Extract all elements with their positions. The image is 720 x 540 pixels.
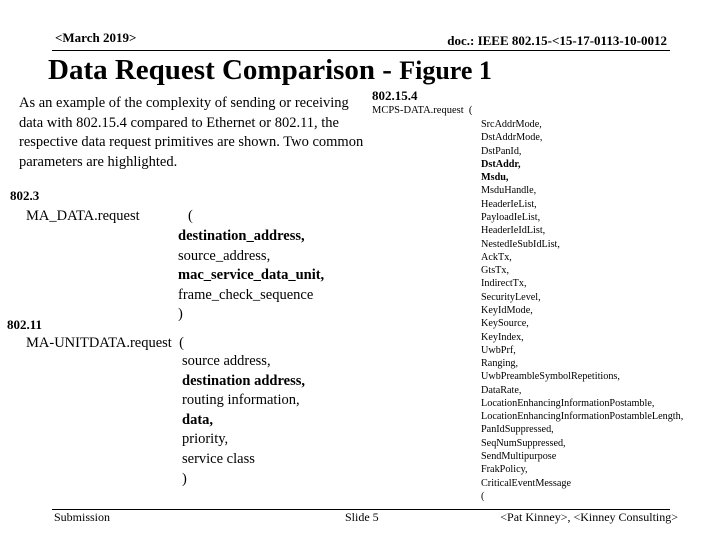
footer-submission: Submission	[54, 510, 111, 524]
param-802-15-4: IndirectTx,	[481, 278, 527, 290]
param-802-15-4: HeaderIeIdList,	[481, 225, 546, 237]
param-list-802-15-4	[481, 118, 683, 503]
param-list-802-3	[178, 227, 324, 325]
title-main: Data Request Comparison -	[48, 54, 400, 86]
footer-author: <Pat Kinney>, <Kinney Consulting>	[500, 510, 678, 524]
param-802-15-4: FrakPolicy,	[481, 464, 528, 476]
param-802-15-4: CriticalEventMessage	[481, 477, 571, 489]
param-802-15-4: KeyIdMode,	[481, 304, 533, 316]
param-802-15-4: AckTx,	[481, 251, 512, 263]
param-802-11: service class	[182, 450, 255, 467]
param-802-15-4: Ranging,	[481, 358, 519, 370]
param-802-15-4: NestedIeSubIdList,	[481, 238, 560, 250]
primitive-802-15-4: MCPS-DATA.request (	[372, 105, 473, 116]
param-802-15-4: UwbPreambleSymbolRepetitions,	[481, 371, 620, 383]
param-802-11: priority,	[182, 431, 229, 448]
param-802-15-4: GtsTx,	[481, 265, 510, 277]
param-802-3: )	[178, 306, 183, 323]
header-doc-id: doc.: IEEE 802.15-<15-17-0113-10-0012	[447, 33, 667, 48]
intro-paragraph: As an example of the complexity of sending or receiving data with 802.15.4 compared to Ethernet or 802.11, the respective data request primitives are shown. Two common parameters are highlighted.	[19, 95, 364, 170]
param-802-15-4: MsduHandle,	[481, 185, 537, 197]
param-802-15-4: Msdu,	[481, 172, 509, 184]
param-802-15-4: PanIdSuppressed,	[481, 424, 554, 436]
param-802-11: )	[182, 470, 187, 487]
param-802-11: source address,	[182, 353, 271, 369]
footer-slide-number: Slide 5	[345, 510, 379, 524]
primitive-802-3: MA_DATA.request	[26, 208, 140, 224]
page-title	[48, 54, 492, 87]
header-rule	[52, 50, 670, 51]
param-802-15-4: UwbPrf,	[481, 344, 516, 356]
param-802-3: source_address,	[178, 247, 271, 264]
param-802-15-4: LocationEnhancingInformationPostamble,	[481, 397, 655, 409]
param-802-15-4: DstPanId,	[481, 145, 522, 157]
param-802-15-4: SecurityLevel,	[481, 291, 541, 303]
param-802-15-4: KeySource,	[481, 318, 529, 330]
param-802-3: frame_check_sequence	[178, 286, 314, 303]
param-802-15-4: DstAddr,	[481, 158, 521, 170]
param-802-3: destination_address,	[178, 228, 305, 244]
heading-802-15-4: 802.15.4	[372, 88, 418, 103]
param-802-15-4: DataRate,	[481, 384, 522, 396]
param-802-15-4: SendMultipurpose	[481, 451, 557, 463]
heading-802-11: 802.11	[7, 317, 43, 332]
param-802-15-4: SrcAddrMode,	[481, 119, 542, 130]
param-802-15-4: KeyIndex,	[481, 331, 524, 343]
param-802-15-4: SeqNumSuppressed,	[481, 437, 566, 449]
primitive-802-11: MA-UNITDATA.request (	[26, 335, 184, 351]
param-802-15-4: HeaderIeList,	[481, 198, 537, 210]
header-date: <March 2019>	[55, 30, 137, 45]
param-802-15-4: PayloadIeList,	[481, 211, 541, 223]
open-paren-802-3: (	[188, 208, 193, 224]
title-figure: Figure 1	[399, 56, 492, 85]
param-802-15-4: DstAddrMode,	[481, 132, 543, 144]
param-802-15-4: (	[481, 490, 485, 502]
param-802-11: destination address,	[182, 372, 306, 389]
param-list-802-11	[182, 352, 305, 489]
param-802-3: mac_service_data_unit,	[178, 267, 325, 284]
heading-802-3: 802.3	[10, 188, 40, 203]
param-802-15-4: LocationEnhancingInformationPostambleLength,	[481, 411, 684, 423]
param-802-11: data,	[182, 411, 214, 428]
param-802-11: routing information,	[182, 392, 300, 409]
